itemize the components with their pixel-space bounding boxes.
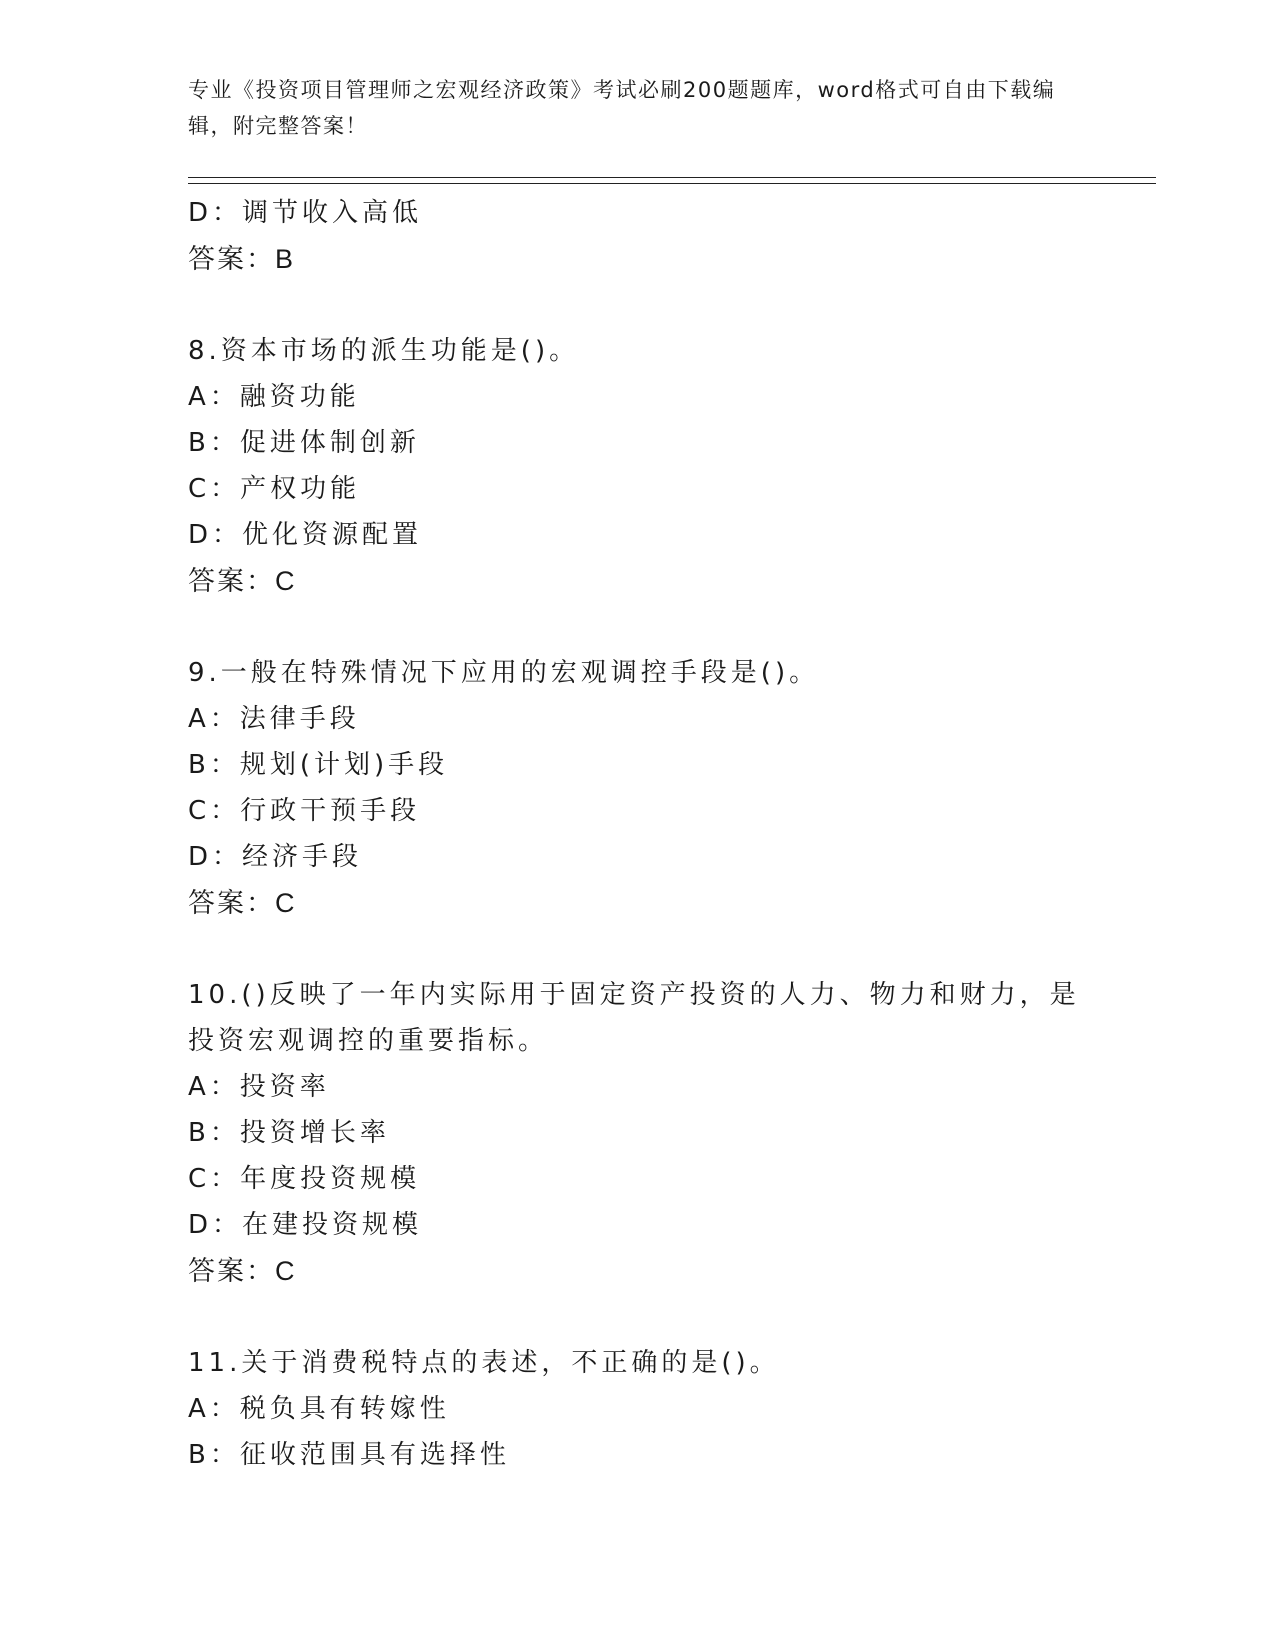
answer-line: 答案：B (188, 244, 296, 274)
option-b: B：促进体制创新 (188, 428, 420, 458)
option-d: D：优化资源配置 (188, 520, 423, 550)
option-a: A：税负具有转嫁性 (188, 1394, 450, 1424)
question-block (188, 650, 1088, 926)
option-a: A：投资率 (188, 1072, 330, 1102)
option-d: D：在建投资规模 (188, 1210, 423, 1240)
answer-line: 答案：C (188, 566, 297, 596)
question-block (188, 1340, 1088, 1478)
question-block (188, 972, 1088, 1294)
header-divider (188, 177, 1156, 184)
option-b: B：规划(计划)手段 (188, 750, 449, 780)
question-text: 10.()反映了一年内实际用于固定资产投资的人力、物力和财力，是投资宏观调控的重要指标。 (188, 980, 1080, 1056)
document-title: 专业《投资项目管理师之宏观经济政策》考试必刷200题题库，word格式可自由下载编辑，附完整答案！ (188, 78, 1056, 138)
question-text: 11.关于消费税特点的表述，不正确的是()。 (188, 1348, 780, 1378)
option-d: D：经济手段 (188, 842, 363, 872)
option-c: C：行政干预手段 (188, 796, 421, 826)
question-text: 8.资本市场的派生功能是()。 (188, 336, 580, 366)
option-a: A：融资功能 (188, 382, 360, 412)
answer-line: 答案：C (188, 888, 297, 918)
option-c: C：产权功能 (188, 474, 361, 504)
question-list (188, 190, 1088, 1524)
question-text: 9.一般在特殊情况下应用的宏观调控手段是()。 (188, 658, 820, 688)
document-header (188, 72, 1088, 144)
option-c: C：年度投资规模 (188, 1164, 421, 1194)
question-block (188, 328, 1088, 604)
option-b: B：投资增长率 (188, 1118, 390, 1148)
option-d: D：调节收入高低 (188, 198, 423, 228)
option-b: B：征收范围具有选择性 (188, 1440, 510, 1470)
question-block (188, 190, 1088, 282)
answer-line: 答案：C (188, 1256, 297, 1286)
option-a: A：法律手段 (188, 704, 360, 734)
